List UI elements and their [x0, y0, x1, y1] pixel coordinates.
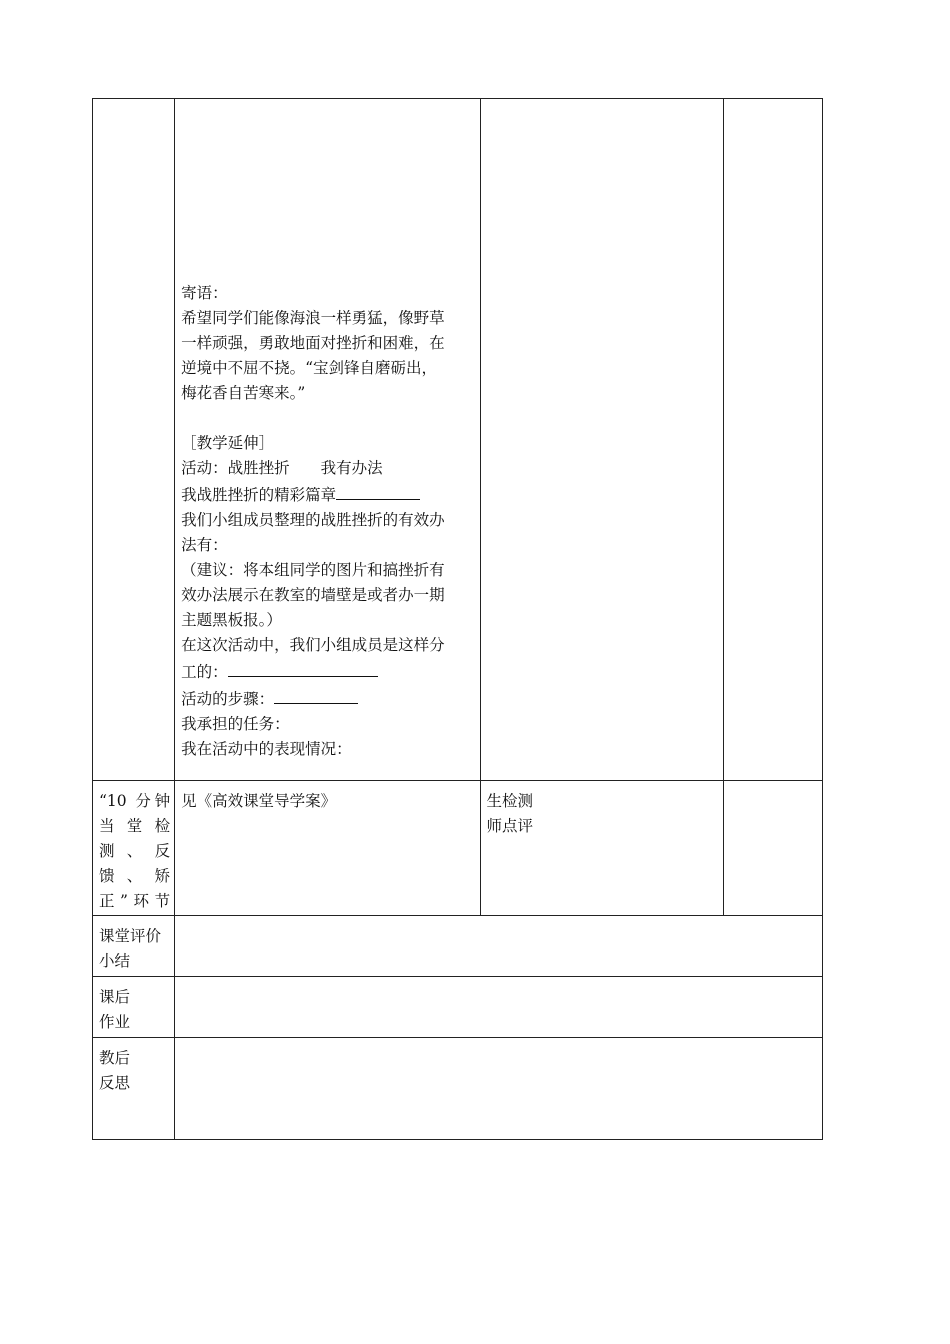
- check-label-cell: [93, 781, 175, 916]
- homework-label-line: 课后: [99, 988, 131, 1006]
- message-line: 梅花香自苦寒来。”: [181, 384, 306, 402]
- check-row: [93, 781, 823, 916]
- activity-prompt: 我战胜挫折的精彩篇章: [181, 486, 337, 504]
- activity-line: 我承担的任务：: [181, 715, 290, 733]
- activity-line: [181, 658, 473, 685]
- main-notes-cell: [723, 99, 822, 781]
- activity-line: [181, 685, 473, 712]
- evaluation-row: [93, 916, 823, 977]
- homework-row: [93, 977, 823, 1038]
- check-label-line: “10 分钟: [99, 792, 171, 810]
- activity-prompt: 活动的步骤：: [181, 690, 275, 708]
- activity-line: 我们小组成员整理的战胜挫折的有效办: [181, 511, 445, 529]
- activity-line: 法有：: [181, 536, 228, 554]
- evaluation-content-cell[interactable]: [175, 916, 823, 977]
- homework-label-cell: [93, 977, 175, 1038]
- fill-blank[interactable]: [228, 658, 378, 677]
- check-notes-cell: [723, 781, 822, 916]
- activity-title: 活动：战胜挫折 我有办法: [181, 459, 383, 477]
- main-row: [93, 99, 823, 781]
- reflection-label-line: 反思: [99, 1074, 131, 1092]
- activity-prompt: 工的：: [181, 663, 228, 681]
- message-line: 一样顽强，勇敢地面对挫折和困难，在: [181, 334, 445, 352]
- check-label-line: 馈 、 矫: [99, 867, 171, 885]
- check-label-line: 当 堂 检: [99, 817, 171, 835]
- reflection-row: [93, 1038, 823, 1140]
- check-content-cell: [175, 781, 480, 916]
- main-content-cell: [175, 99, 480, 781]
- suggestion-line: （建议：将本组同学的图片和搞挫折有: [181, 561, 445, 579]
- message-heading: 寄语：: [181, 284, 228, 302]
- activity-line: 在这次活动中，我们小组成员是这样分: [181, 636, 445, 654]
- fill-blank[interactable]: [274, 685, 358, 704]
- message-line: 逆境中不屈不挠。“宝剑锋自磨砺出，: [181, 359, 438, 377]
- check-method-line: 生检测: [486, 792, 534, 810]
- activity-line: [181, 481, 473, 508]
- reflection-label-cell: [93, 1038, 175, 1140]
- message-line: 希望同学们能像海浪一样勇猛，像野草: [181, 309, 445, 327]
- reflection-label-line: 教后: [99, 1049, 131, 1067]
- homework-content-cell[interactable]: [175, 977, 823, 1038]
- evaluation-label-cell: [93, 916, 175, 977]
- extension-heading: ［教学延伸］: [181, 434, 275, 452]
- evaluation-label-line: 课堂评价: [99, 927, 162, 945]
- evaluation-label-line: 小结: [99, 952, 131, 970]
- fill-blank[interactable]: [336, 481, 420, 500]
- suggestion-line: 效办法展示在教室的墙壁是或者办一期: [181, 586, 445, 604]
- homework-label-line: 作业: [99, 1013, 131, 1031]
- check-method-cell: [480, 781, 723, 916]
- activity-line: 我在活动中的表现情况：: [181, 740, 352, 758]
- check-label-line: 正”环节: [99, 892, 171, 910]
- lesson-plan-table: [92, 98, 823, 1140]
- main-method-cell: [480, 99, 723, 781]
- suggestion-line: 主题黑板报。）: [181, 611, 282, 629]
- check-method-line: 师点评: [486, 817, 534, 835]
- main-label-cell: [93, 99, 175, 781]
- check-content: 见《高效课堂导学案》: [181, 792, 337, 810]
- reflection-content-cell[interactable]: [175, 1038, 823, 1140]
- blank-line: [181, 406, 473, 431]
- check-label-line: 测 、 反: [99, 842, 171, 860]
